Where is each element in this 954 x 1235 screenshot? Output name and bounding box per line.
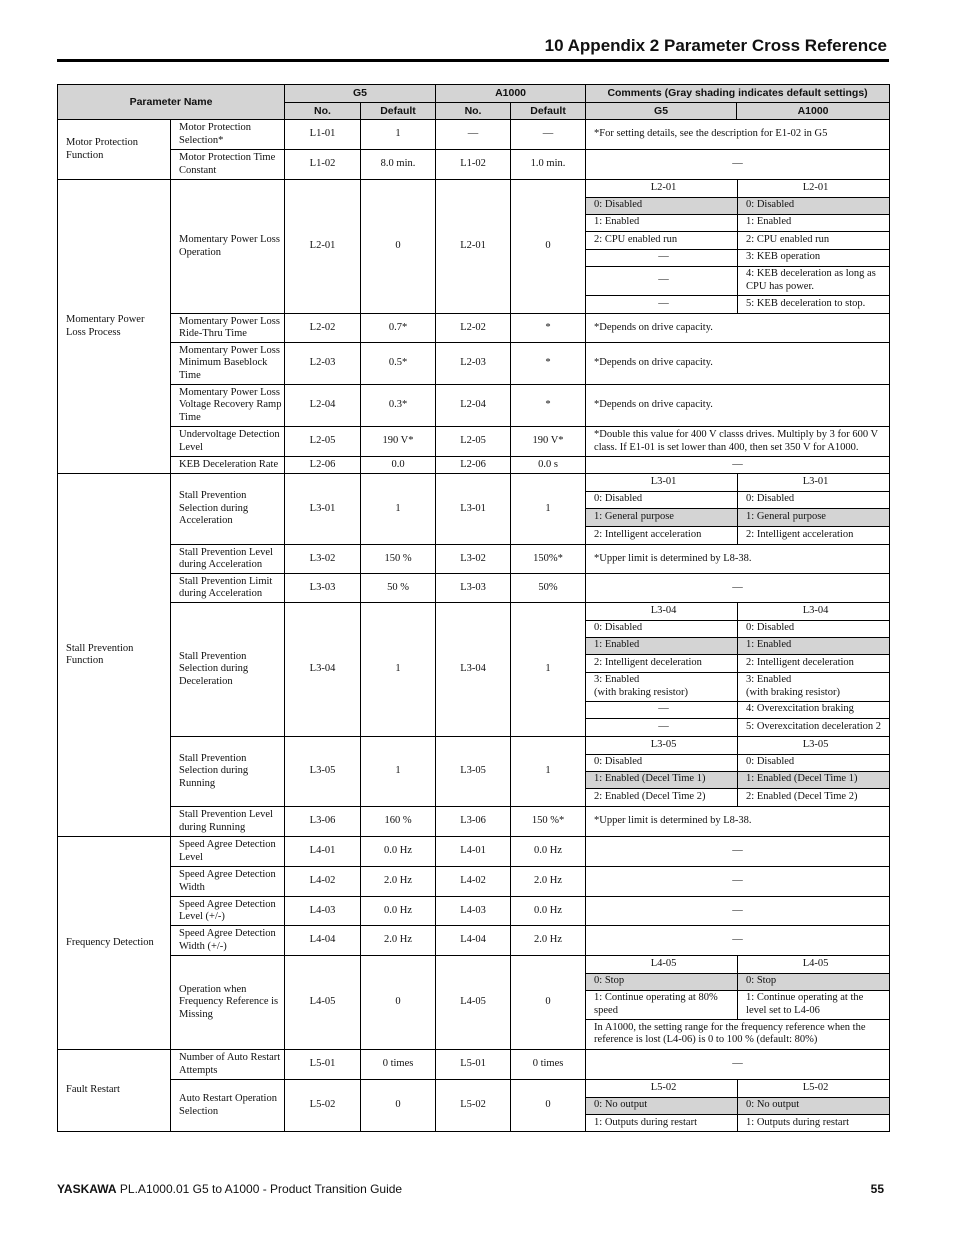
parameter-name: Speed Agree Detection Level (+/-) <box>171 897 285 926</box>
parameter-name: Number of Auto Restart Attempts <box>171 1050 285 1080</box>
setting-g5: ― <box>586 249 738 266</box>
setting-a1000: 1: Enabled (Decel Time 1) <box>738 771 890 788</box>
setting-row <box>586 654 889 672</box>
a1000-no: L5-01 <box>436 1050 511 1080</box>
g5-default: 190 V* <box>361 427 436 457</box>
parameter-name: Auto Restart Operation Selection <box>171 1080 285 1132</box>
settings-table <box>586 474 889 544</box>
parameter-name: Undervoltage Detection Level <box>171 427 285 457</box>
a1000-no: L3-01 <box>436 474 511 545</box>
g5-default: 0.0 Hz <box>361 897 436 926</box>
comment: *Depends on drive capacity. <box>586 343 890 385</box>
page-header-title: 10 Appendix 2 Parameter Cross Reference <box>544 36 887 55</box>
setting-g5: 2: Intelligent acceleration <box>586 526 738 544</box>
a1000-default: 150%* <box>511 545 586 574</box>
setting-a1000: 2: Intelligent deceleration <box>738 654 890 672</box>
a1000-default: ― <box>511 120 586 150</box>
settings-cell <box>586 180 890 314</box>
table-row <box>58 457 890 474</box>
setting-a1000: 0: Disabled <box>738 197 890 214</box>
setting-g5: 1: Continue operating at 80% speed <box>586 990 738 1019</box>
parameter-name: Stall Prevention Limit during Acceleration <box>171 574 285 603</box>
table-row <box>58 1050 890 1080</box>
setting-g5: ― <box>586 266 738 295</box>
col-comments-a1000: A1000 <box>737 103 890 120</box>
g5-default: 0.5* <box>361 343 436 385</box>
setting-row <box>586 718 889 736</box>
g5-default: 0 <box>361 956 436 1050</box>
footer-doc-title: PL.A1000.01 G5 to A1000 - Product Transition Guide <box>119 1182 403 1196</box>
parameter-name: Speed Agree Detection Level <box>171 837 285 867</box>
table-row <box>58 120 890 150</box>
setting-a1000: 0: Disabled <box>738 754 890 771</box>
g5-no: L3-01 <box>285 474 361 545</box>
comment: *Depends on drive capacity. <box>586 385 890 427</box>
footer-doc <box>57 1182 402 1196</box>
a1000-no: L2-06 <box>436 457 511 474</box>
comment-none: ― <box>586 867 890 897</box>
g5-default: 50 % <box>361 574 436 603</box>
setting-row <box>586 620 889 637</box>
g5-default: 2.0 Hz <box>361 867 436 897</box>
table-row <box>58 603 890 737</box>
g5-no: L5-01 <box>285 1050 361 1080</box>
a1000-default: 190 V* <box>511 427 586 457</box>
setting-g5: 0: Disabled <box>586 197 738 214</box>
g5-default: 0.0 Hz <box>361 837 436 867</box>
settings-head-a1000: L3-01 <box>738 474 890 491</box>
g5-no: L2-04 <box>285 385 361 427</box>
a1000-no: L3-02 <box>436 545 511 574</box>
a1000-no: L4-02 <box>436 867 511 897</box>
a1000-default: 0 <box>511 956 586 1050</box>
a1000-no: L3-06 <box>436 807 511 837</box>
a1000-no: L2-02 <box>436 314 511 343</box>
setting-row <box>586 231 889 249</box>
setting-a1000: 1: Enabled <box>738 214 890 231</box>
g5-default: 0 times <box>361 1050 436 1080</box>
setting-g5: 2: CPU enabled run <box>586 231 738 249</box>
a1000-default: 0 <box>511 180 586 314</box>
setting-g5: 1: Outputs during restart <box>586 1114 738 1131</box>
settings-cell <box>586 474 890 545</box>
a1000-default: 50% <box>511 574 586 603</box>
a1000-default: 1 <box>511 603 586 737</box>
g5-no: L1-01 <box>285 120 361 150</box>
setting-a1000: 0: Disabled <box>738 620 890 637</box>
setting-g5: 0: No output <box>586 1097 738 1114</box>
setting-g5: ― <box>586 718 738 736</box>
table-row <box>58 150 890 180</box>
setting-g5: 0: Stop <box>586 973 738 990</box>
settings-table <box>586 1080 889 1131</box>
col-comments-g5: G5 <box>586 103 737 120</box>
g5-no: L4-01 <box>285 837 361 867</box>
setting-row <box>586 1097 889 1114</box>
a1000-no: L5-02 <box>436 1080 511 1132</box>
col-comments: Comments (Gray shading indicates default settings) <box>586 85 890 103</box>
setting-a1000: 5: KEB deceleration to stop. <box>738 295 890 313</box>
setting-note: In A1000, the setting range for the frequency reference when the reference is lost (L4-06) is 0 to 100 % (default: 80%) <box>586 1019 889 1049</box>
g5-no: L3-06 <box>285 807 361 837</box>
setting-a1000: 4: Overexcitation braking <box>738 701 890 718</box>
settings-table <box>586 180 889 313</box>
header-rule <box>57 59 889 62</box>
setting-g5: 2: Intelligent deceleration <box>586 654 738 672</box>
a1000-default: 1 <box>511 474 586 545</box>
setting-row <box>586 214 889 231</box>
col-parameter-name: Parameter Name <box>58 85 285 120</box>
g5-no: L5-02 <box>285 1080 361 1132</box>
g5-no: L3-05 <box>285 737 361 807</box>
table-row <box>58 574 890 603</box>
a1000-default: * <box>511 385 586 427</box>
setting-a1000: 1: Enabled <box>738 637 890 654</box>
g5-no: L2-02 <box>285 314 361 343</box>
setting-a1000: 0: No output <box>738 1097 890 1114</box>
settings-header-row <box>586 956 889 973</box>
settings-head-a1000: L3-05 <box>738 737 890 754</box>
comment-none: ― <box>586 574 890 603</box>
comment-none: ― <box>586 926 890 956</box>
table-row <box>58 867 890 897</box>
g5-no: L2-06 <box>285 457 361 474</box>
parameter-name: Momentary Power Loss Voltage Recovery Ramp Time <box>171 385 285 427</box>
comment-none: ― <box>586 837 890 867</box>
g5-no: L2-03 <box>285 343 361 385</box>
g5-default: 2.0 Hz <box>361 926 436 956</box>
table-row <box>58 427 890 457</box>
a1000-no: L3-05 <box>436 737 511 807</box>
table-row <box>58 180 890 314</box>
setting-row <box>586 526 889 544</box>
table-row <box>58 314 890 343</box>
settings-head-g5: L5-02 <box>586 1080 738 1097</box>
table-row <box>58 897 890 926</box>
settings-cell <box>586 603 890 737</box>
setting-row <box>586 295 889 313</box>
comment-none: ― <box>586 457 890 474</box>
group-name: Fault Restart <box>58 1050 171 1132</box>
comment: *For setting details, see the description for E1-02 in G5 <box>586 120 890 150</box>
parameter-name: Momentary Power Loss Ride-Thru Time <box>171 314 285 343</box>
setting-g5: 1: Enabled <box>586 637 738 654</box>
table-row <box>58 737 890 807</box>
settings-head-g5: L2-01 <box>586 180 738 197</box>
comment: *Upper limit is determined by L8-38. <box>586 807 890 837</box>
setting-a1000: 2: Enabled (Decel Time 2) <box>738 788 890 806</box>
a1000-no: L4-03 <box>436 897 511 926</box>
comment: *Double this value for 400 V classs drives. Multiply by 3 for 600 V class. If E1-01 is set lower than 400, then set 350 V for A1000. <box>586 427 890 457</box>
setting-row <box>586 637 889 654</box>
setting-a1000: 1: General purpose <box>738 508 890 526</box>
a1000-default: 0 <box>511 1080 586 1132</box>
setting-note-row <box>586 1019 889 1049</box>
setting-row <box>586 771 889 788</box>
table-row <box>58 385 890 427</box>
a1000-no: ― <box>436 120 511 150</box>
setting-a1000: 1: Outputs during restart <box>738 1114 890 1131</box>
setting-a1000: 1: Continue operating at the level set to L4-06 <box>738 990 890 1019</box>
g5-no: L3-02 <box>285 545 361 574</box>
setting-g5: 0: Disabled <box>586 620 738 637</box>
g5-default: 150 % <box>361 545 436 574</box>
group-name: Stall Prevention Function <box>58 474 171 837</box>
parameter-name: Stall Prevention Selection during Deceleration <box>171 603 285 737</box>
a1000-no: L2-05 <box>436 427 511 457</box>
parameter-name: Stall Prevention Selection during Running <box>171 737 285 807</box>
setting-row <box>586 491 889 508</box>
setting-row <box>586 701 889 718</box>
settings-head-g5: L3-04 <box>586 603 738 620</box>
setting-row <box>586 1114 889 1131</box>
g5-no: L1-02 <box>285 150 361 180</box>
group-name: Frequency Detection <box>58 837 171 1050</box>
a1000-no: L3-04 <box>436 603 511 737</box>
a1000-no: L1-02 <box>436 150 511 180</box>
setting-g5: 0: Disabled <box>586 491 738 508</box>
settings-header-row <box>586 737 889 754</box>
g5-no: L2-05 <box>285 427 361 457</box>
setting-g5: 1: Enabled (Decel Time 1) <box>586 771 738 788</box>
parameter-name: Stall Prevention Level during Running <box>171 807 285 837</box>
col-a1000-default: Default <box>511 103 586 120</box>
table-row <box>58 837 890 867</box>
comment-none: ― <box>586 897 890 926</box>
parameter-name: KEB Deceleration Rate <box>171 457 285 474</box>
g5-no: L4-04 <box>285 926 361 956</box>
g5-default: 160 % <box>361 807 436 837</box>
comment: *Upper limit is determined by L8-38. <box>586 545 890 574</box>
a1000-no: L2-04 <box>436 385 511 427</box>
col-a1000-no: No. <box>436 103 511 120</box>
setting-g5: 1: General purpose <box>586 508 738 526</box>
setting-row <box>586 266 889 295</box>
a1000-default: 2.0 Hz <box>511 867 586 897</box>
setting-g5: 2: Enabled (Decel Time 2) <box>586 788 738 806</box>
footer-brand: YASKAWA <box>57 1182 117 1196</box>
g5-default: 0.7* <box>361 314 436 343</box>
settings-head-a1000: L2-01 <box>738 180 890 197</box>
setting-g5: 0: Disabled <box>586 754 738 771</box>
setting-row <box>586 672 889 701</box>
a1000-no: L4-01 <box>436 837 511 867</box>
settings-head-a1000: L5-02 <box>738 1080 890 1097</box>
g5-no: L4-02 <box>285 867 361 897</box>
parameter-name: Momentary Power Loss Minimum Baseblock Time <box>171 343 285 385</box>
a1000-no: L4-05 <box>436 956 511 1050</box>
settings-table <box>586 956 889 1049</box>
page-number: 55 <box>870 1182 884 1196</box>
a1000-default: 0.0 Hz <box>511 837 586 867</box>
parameter-name: Speed Agree Detection Width (+/-) <box>171 926 285 956</box>
g5-default: 0.0 <box>361 457 436 474</box>
g5-default: 0 <box>361 180 436 314</box>
parameter-name: Operation when Frequency Reference is Missing <box>171 956 285 1050</box>
setting-row <box>586 249 889 266</box>
table-row <box>58 926 890 956</box>
a1000-default: 150 %* <box>511 807 586 837</box>
table-row <box>58 343 890 385</box>
g5-default: 1 <box>361 120 436 150</box>
table-row <box>58 807 890 837</box>
a1000-no: L2-01 <box>436 180 511 314</box>
setting-row <box>586 973 889 990</box>
setting-g5: 1: Enabled <box>586 214 738 231</box>
col-a1000: A1000 <box>436 85 586 103</box>
setting-row <box>586 754 889 771</box>
parameter-name: Momentary Power Loss Operation <box>171 180 285 314</box>
setting-row <box>586 197 889 214</box>
g5-no: L4-05 <box>285 956 361 1050</box>
setting-g5: ― <box>586 295 738 313</box>
settings-head-g5: L3-01 <box>586 474 738 491</box>
a1000-no: L4-04 <box>436 926 511 956</box>
parameter-name: Speed Agree Detection Width <box>171 867 285 897</box>
setting-a1000: 0: Disabled <box>738 491 890 508</box>
comment: *Depends on drive capacity. <box>586 314 890 343</box>
group-name: Momentary Power Loss Process <box>58 180 171 474</box>
table-row <box>58 474 890 545</box>
group-name: Motor Protection Function <box>58 120 171 180</box>
g5-default: 8.0 min. <box>361 150 436 180</box>
settings-cell <box>586 956 890 1050</box>
g5-no: L4-03 <box>285 897 361 926</box>
setting-a1000: 5: Overexcitation deceleration 2 <box>738 718 890 736</box>
setting-g5: 3: Enabled (with braking resistor) <box>586 672 738 701</box>
settings-cell <box>586 1080 890 1132</box>
settings-head-a1000: L4-05 <box>738 956 890 973</box>
table-row <box>58 1080 890 1132</box>
settings-header-row <box>586 1080 889 1097</box>
col-g5: G5 <box>285 85 436 103</box>
settings-head-a1000: L3-04 <box>738 603 890 620</box>
setting-a1000: 3: KEB operation <box>738 249 890 266</box>
settings-head-g5: L4-05 <box>586 956 738 973</box>
settings-header-row <box>586 474 889 491</box>
a1000-default: 1.0 min. <box>511 150 586 180</box>
setting-g5: ― <box>586 701 738 718</box>
settings-table <box>586 603 889 736</box>
a1000-default: 2.0 Hz <box>511 926 586 956</box>
col-g5-default: Default <box>361 103 436 120</box>
setting-a1000: 4: KEB deceleration as long as CPU has power. <box>738 266 890 295</box>
a1000-no: L2-03 <box>436 343 511 385</box>
settings-header-row <box>586 180 889 197</box>
parameter-name: Motor Protection Time Constant <box>171 150 285 180</box>
col-g5-no: No. <box>285 103 361 120</box>
parameter-name: Stall Prevention Level during Acceleration <box>171 545 285 574</box>
setting-a1000: 3: Enabled (with braking resistor) <box>738 672 890 701</box>
g5-no: L3-04 <box>285 603 361 737</box>
comment-none: ― <box>586 1050 890 1080</box>
table-row <box>58 545 890 574</box>
g5-default: 1 <box>361 737 436 807</box>
setting-row <box>586 788 889 806</box>
a1000-default: 1 <box>511 737 586 807</box>
setting-a1000: 2: CPU enabled run <box>738 231 890 249</box>
setting-row <box>586 990 889 1019</box>
parameter-cross-reference-table <box>57 84 890 1132</box>
g5-default: 1 <box>361 474 436 545</box>
setting-row <box>586 508 889 526</box>
setting-a1000: 2: Intelligent acceleration <box>738 526 890 544</box>
settings-cell <box>586 737 890 807</box>
a1000-default: * <box>511 343 586 385</box>
g5-default: 1 <box>361 603 436 737</box>
settings-header-row <box>586 603 889 620</box>
a1000-default: * <box>511 314 586 343</box>
setting-a1000: 0: Stop <box>738 973 890 990</box>
g5-no: L3-03 <box>285 574 361 603</box>
settings-table <box>586 737 889 806</box>
comment-none: ― <box>586 150 890 180</box>
g5-default: 0 <box>361 1080 436 1132</box>
g5-default: 0.3* <box>361 385 436 427</box>
a1000-default: 0.0 s <box>511 457 586 474</box>
settings-head-g5: L3-05 <box>586 737 738 754</box>
a1000-default: 0 times <box>511 1050 586 1080</box>
a1000-no: L3-03 <box>436 574 511 603</box>
g5-no: L2-01 <box>285 180 361 314</box>
parameter-name: Stall Prevention Selection during Acceleration <box>171 474 285 545</box>
parameter-name: Motor Protection Selection* <box>171 120 285 150</box>
table-row <box>58 956 890 1050</box>
a1000-default: 0.0 Hz <box>511 897 586 926</box>
